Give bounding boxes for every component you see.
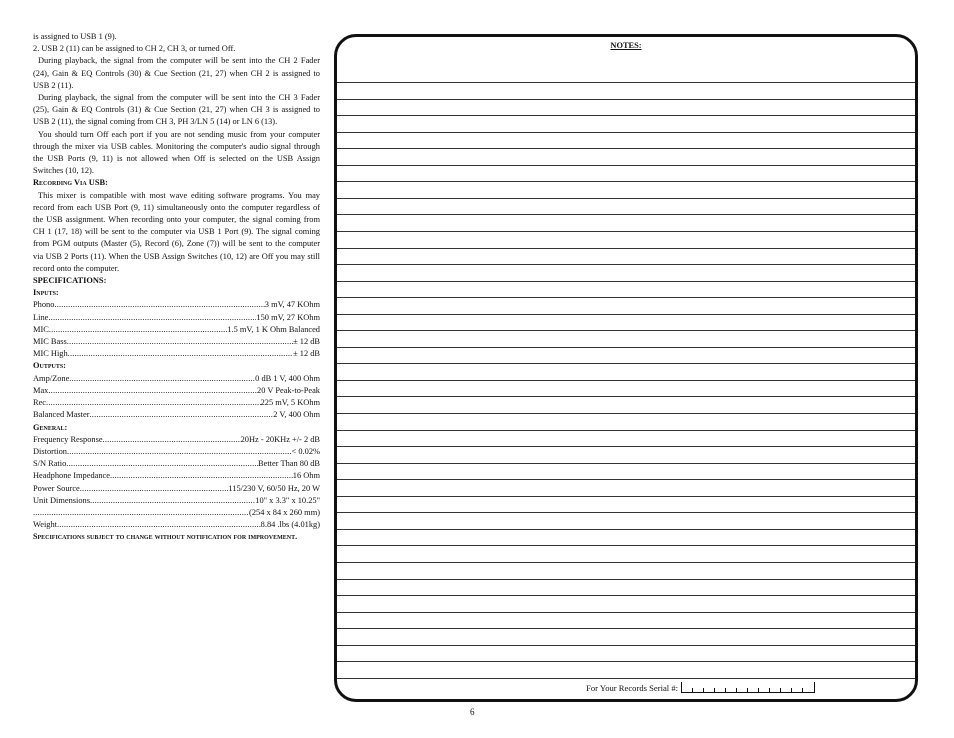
- note-line: [337, 115, 915, 116]
- note-line: [337, 99, 915, 100]
- spec-leader-dots: [103, 434, 241, 446]
- note-line: [337, 413, 915, 414]
- serial-number-field: [586, 682, 815, 693]
- note-line: [337, 446, 915, 447]
- spec-row: [33, 446, 320, 458]
- spec-list-general: [33, 434, 320, 532]
- spec-leader-dots: [67, 336, 293, 348]
- note-line: [337, 297, 915, 298]
- manual-text-column: [33, 31, 320, 544]
- spec-key: Amp/Zone: [33, 373, 70, 383]
- note-line: [337, 165, 915, 166]
- serial-digit-cell[interactable]: [792, 682, 803, 692]
- spec-value: 20 V Peak-to-Peak: [257, 385, 320, 395]
- note-line: [337, 430, 915, 431]
- spec-key: Balanced Master: [33, 410, 90, 420]
- spec-value: 3 mV, 47 KOhm: [264, 300, 320, 310]
- serial-digit-cell[interactable]: [737, 682, 748, 692]
- notes-box: [334, 34, 918, 702]
- page-number: 6: [470, 707, 475, 717]
- note-line: [337, 529, 915, 530]
- spec-value: 20Hz - 20KHz +/- 2 dB: [240, 434, 320, 444]
- spec-value: 2 V, 400 Ohm: [273, 410, 320, 420]
- spec-leader-dots: [67, 446, 292, 458]
- spec-leader-dots: [90, 409, 274, 421]
- serial-digit-cell[interactable]: [748, 682, 759, 692]
- spec-key: Phono: [33, 300, 55, 310]
- spec-row: [33, 324, 320, 336]
- serial-digit-cell[interactable]: [715, 682, 726, 692]
- spec-key: Max: [33, 385, 49, 395]
- spec-value: (254 x 84 x 260 mm): [249, 507, 320, 517]
- serial-digit-cell[interactable]: [781, 682, 792, 692]
- spec-leader-dots: [48, 385, 257, 397]
- spec-value: 150 mV, 27 KOhm: [256, 312, 320, 322]
- note-line: [337, 645, 915, 646]
- spec-row: [33, 385, 320, 397]
- spec-leader-dots: [90, 495, 255, 507]
- spec-leader-dots: [46, 397, 261, 409]
- note-line: [337, 264, 915, 265]
- note-line: [337, 595, 915, 596]
- heading-recording-via-usb: Recording Via USB:: [33, 178, 108, 188]
- note-line: [337, 314, 915, 315]
- serial-digit-cell[interactable]: [693, 682, 704, 692]
- spec-leader-dots: [110, 470, 293, 482]
- serial-digit-cell[interactable]: [803, 682, 814, 692]
- spec-key: MIC High: [33, 349, 68, 359]
- spec-leader-dots: [80, 483, 229, 495]
- spec-value: ± 12 dB: [293, 337, 320, 347]
- spec-value: 16 Ohm: [292, 471, 320, 481]
- note-line: [337, 82, 915, 83]
- spec-value: ± 12 dB: [293, 349, 320, 359]
- spec-value: Better Than 80 dB: [258, 459, 320, 469]
- serial-entry-boxes[interactable]: [681, 682, 815, 693]
- spec-row: [33, 434, 320, 446]
- spec-leader-dots: [68, 348, 293, 360]
- spec-key: Frequency Response: [33, 434, 103, 444]
- serial-digit-cell[interactable]: [682, 682, 693, 692]
- spec-value: 115/230 V, 60/50 Hz, 20 W: [228, 483, 320, 493]
- spec-key: MIC Bass: [33, 337, 67, 347]
- heading-specifications: SPECIFICATIONS:: [33, 276, 107, 286]
- note-line: [337, 330, 915, 331]
- spec-key: Rec: [33, 398, 47, 408]
- paragraph-recording: This mixer is compatible with most wave editing software programs. You may record from each USB Port (9, 11) simultaneously onto the computer regardless of the USB assignment. When recording onto your computer, the signal coming from CH 1 (17, 18) will be sent to the computer via USB 1 Port (9). The signal coming from PGM outputs (Master (5), Record (6), Zone (7)) will be sent to the computer via USB 2 Ports (11). When the USB Assign Switches (10, 12) are Off you may still record onto the computer.: [33, 190, 320, 273]
- serial-digit-cell[interactable]: [704, 682, 715, 692]
- note-line: [337, 628, 915, 629]
- spec-list-inputs: [33, 299, 320, 360]
- spec-row: [33, 336, 320, 348]
- note-line: [337, 545, 915, 546]
- note-line: [337, 678, 915, 679]
- notes-title: NOTES:: [610, 41, 642, 50]
- spec-leader-dots: [54, 299, 264, 311]
- spec-leader-dots: [49, 324, 228, 336]
- spec-value: 8.84 .lbs (4.01kg): [260, 520, 320, 530]
- spec-leader-dots: [33, 507, 249, 519]
- note-line: [337, 512, 915, 513]
- paragraph-playback-ch2: During playback, the signal from the computer will be sent into the CH 2 Fader (24), Gain & EQ Controls (30) & Cue Section (21, 27) when CH 2 is assigned to USB 2 (11).: [33, 56, 320, 90]
- spec-value: 10" x 3.3" x 10.25": [255, 495, 320, 505]
- spec-key: Distortion: [33, 446, 67, 456]
- spec-value: 1.5 mV, 1 K Ohm Balanced: [227, 324, 320, 334]
- spec-key: Headphone Impedance: [33, 471, 110, 481]
- serial-digit-cell[interactable]: [726, 682, 737, 692]
- paragraph-usb1-assign: is assigned to USB 1 (9).: [33, 32, 117, 41]
- note-line: [337, 463, 915, 464]
- note-line: [337, 562, 915, 563]
- note-line: [337, 148, 915, 149]
- serial-digit-cell[interactable]: [759, 682, 770, 692]
- spec-key: Power Source: [33, 483, 80, 493]
- note-line: [337, 231, 915, 232]
- spec-leader-dots: [66, 458, 258, 470]
- spec-leader-dots: [48, 312, 256, 324]
- spec-value: 225 mV, 5 KOhm: [260, 398, 320, 408]
- spec-row: [33, 348, 320, 360]
- spec-row: [33, 299, 320, 311]
- note-line: [337, 661, 915, 662]
- note-line: [337, 363, 915, 364]
- note-line: [337, 347, 915, 348]
- spec-row: [33, 409, 320, 421]
- note-line: [337, 579, 915, 580]
- serial-label: For Your Records Serial #:: [586, 683, 678, 693]
- note-line: [337, 214, 915, 215]
- spec-row: [33, 519, 320, 531]
- spec-key: S/N Ratio: [33, 459, 67, 469]
- heading-inputs: Inputs:: [33, 288, 59, 298]
- note-line: [337, 132, 915, 133]
- spec-leader-dots: [69, 373, 255, 385]
- heading-outputs: Outputs:: [33, 361, 66, 371]
- paragraph-turn-off: You should turn Off each port if you are not sending music from your computer through the mixer via USB cables. Monitoring the computer's audio signal through the USB Ports (9, 11) is not allowed when Off is selected on the USB Assign Switches (10, 12).: [33, 129, 320, 176]
- note-line: [337, 198, 915, 199]
- serial-digit-cell[interactable]: [770, 682, 781, 692]
- spec-row: [33, 373, 320, 385]
- spec-key: Weight: [33, 520, 57, 530]
- spec-row: [33, 397, 320, 409]
- note-line: [337, 496, 915, 497]
- spec-list-outputs: [33, 373, 320, 422]
- spec-value: < 0.02%: [291, 446, 320, 456]
- spec-value: 0 dB 1 V, 400 Ohm: [255, 373, 320, 383]
- spec-row: [33, 483, 320, 495]
- spec-key: Line: [33, 312, 49, 322]
- specifications-footnote: Specifications subject to change without notification for improvement.: [33, 532, 298, 542]
- spec-leader-dots: [57, 519, 261, 531]
- note-line: [337, 248, 915, 249]
- paragraph-playback-ch3: During playback, the signal from the computer will be sent into the CH 3 Fader (25), Gain & EQ Controls (31) & Cue Section (21, 27) when CH 3 is assigned to USB 2 (11), the signal coming from CH 3, PH 3/LN 5 (14) or LN 6 (13).: [33, 93, 320, 127]
- note-line: [337, 181, 915, 182]
- heading-general: General:: [33, 422, 68, 432]
- spec-row: [33, 312, 320, 324]
- spec-row: [33, 470, 320, 482]
- spec-key: Unit Dimensions: [33, 495, 90, 505]
- spec-row: [33, 458, 320, 470]
- paragraph-usb2-assign: 2. USB 2 (11) can be assigned to CH 2, CH 3, or turned Off.: [33, 44, 236, 54]
- note-line: [337, 380, 915, 381]
- note-line: [337, 612, 915, 613]
- note-line: [337, 479, 915, 480]
- note-line: [337, 396, 915, 397]
- spec-row: [33, 495, 320, 507]
- spec-row: [33, 507, 320, 519]
- spec-key: MIC: [33, 324, 49, 334]
- note-line: [337, 281, 915, 282]
